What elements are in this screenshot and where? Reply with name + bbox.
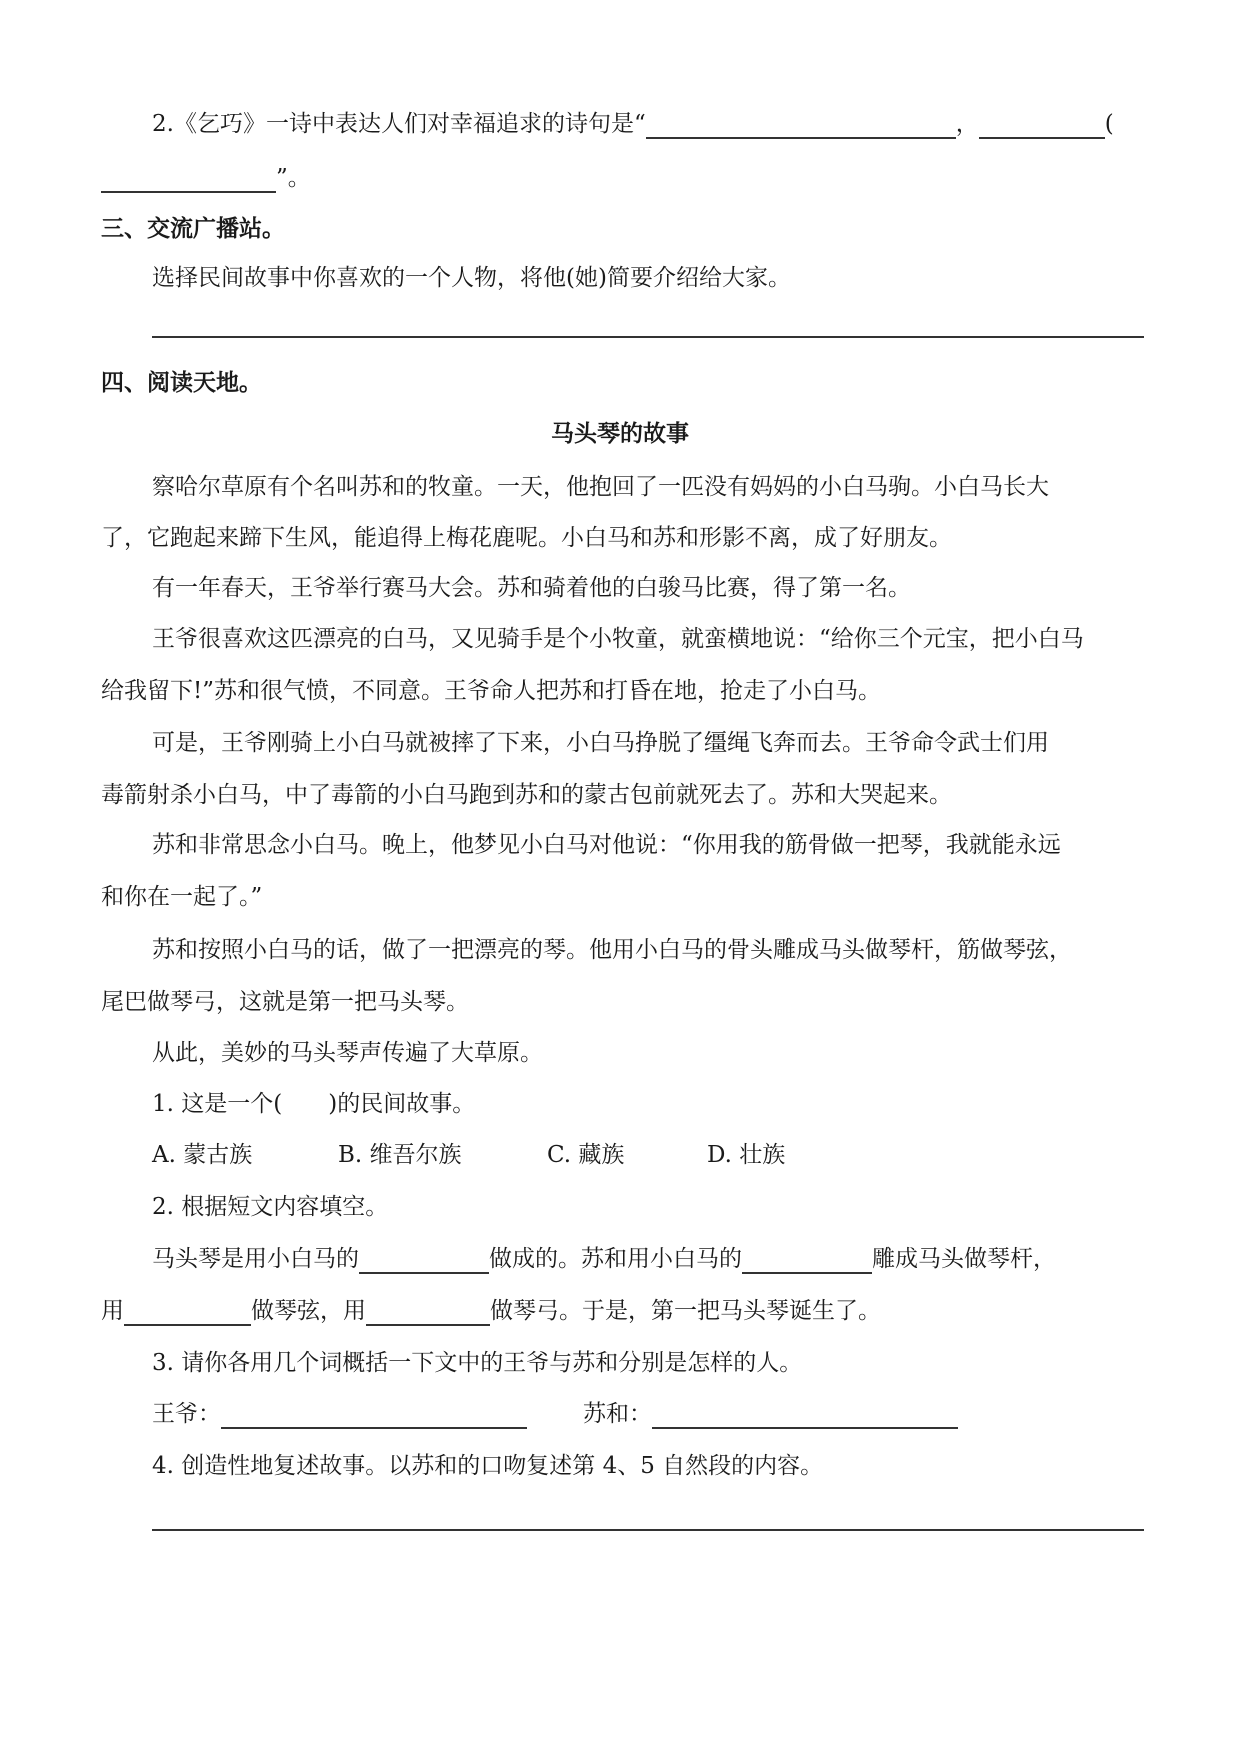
answer-line[interactable]	[152, 336, 1144, 338]
answer-blank[interactable]	[359, 1248, 489, 1274]
question-2	[152, 109, 1114, 139]
q3-answers	[152, 1399, 958, 1429]
option-a[interactable]: A. 蒙古族	[152, 1142, 253, 1168]
story-line: 给我留下!”苏和很气愤，不同意。王爷命人把苏和打昏在地，抢走了小白马。	[101, 678, 882, 704]
story-line: 毒箭射杀小白马，中了毒箭的小白马跑到苏和的蒙古包前就死去了。苏和大哭起来。	[101, 782, 952, 808]
story-line: 从此，美妙的马头琴声传遍了大草原。	[152, 1040, 543, 1066]
answer-blank[interactable]	[742, 1248, 872, 1274]
quote-end: ”。	[276, 165, 311, 191]
section-3-heading: 三、交流广播站。	[101, 216, 285, 242]
answer-blank[interactable]	[652, 1403, 958, 1429]
answer-blank[interactable]	[979, 113, 1105, 139]
section-4-heading: 四、阅读天地。	[101, 370, 262, 396]
story-line: 王爷很喜欢这匹漂亮的白马，又见骑手是个小牧童，就蛮横地说：“给你三个元宝，把小白马	[152, 626, 1084, 652]
comma: ，	[955, 111, 979, 137]
label-wangye: 王爷：	[152, 1401, 221, 1427]
answer-line[interactable]	[152, 1529, 1144, 1531]
label-suhe: 苏和：	[583, 1401, 652, 1427]
answer-blank[interactable]	[101, 167, 276, 193]
text: 雕成马头做琴杆，	[872, 1246, 1056, 1272]
q2-line-2	[101, 1296, 881, 1326]
answer-blank[interactable]	[124, 1300, 251, 1326]
text: 马头琴是用小白马的	[152, 1246, 359, 1272]
text: 做成的。苏和用小白马的	[489, 1246, 742, 1272]
q3-text: 3. 请你各用几个词概括一下文中的王爷与苏和分别是怎样的人。	[152, 1350, 803, 1376]
option-c[interactable]: C. 藏族	[547, 1142, 625, 1168]
story-line: 察哈尔草原有个名叫苏和的牧童。一天，他抱回了一匹没有妈妈的小白马驹。小白马长大	[152, 474, 1049, 500]
q2-line-1	[152, 1244, 1056, 1274]
q1-text: 1. 这是一个( )的民间故事。	[152, 1091, 476, 1117]
text: 做琴弓。于是，第一把马头琴诞生了。	[490, 1298, 881, 1324]
q4-text: 4. 创造性地复述故事。以苏和的口吻复述第 4、5 自然段的内容。	[152, 1453, 824, 1479]
story-line: 和你在一起了。”	[101, 884, 263, 910]
paren: (	[1104, 111, 1114, 137]
story-line: 了，它跑起来蹄下生风，能追得上梅花鹿呢。小白马和苏和形影不离，成了好朋友。	[101, 525, 952, 551]
story-line: 可是，王爷刚骑上小白马就被摔了下来，小白马挣脱了缰绳飞奔而去。王爷命令武士们用	[152, 730, 1049, 756]
answer-blank[interactable]	[221, 1403, 527, 1429]
text: 做琴弦，用	[251, 1298, 366, 1324]
question-2-cont	[101, 163, 311, 193]
story-line: 有一年春天，王爷举行赛马大会。苏和骑着他的白骏马比赛，得了第一名。	[152, 575, 911, 601]
section-3-prompt: 选择民间故事中你喜欢的一个人物，将他(她)简要介绍给大家。	[152, 265, 791, 291]
story-title: 马头琴的故事	[551, 420, 689, 447]
option-d[interactable]: D. 壮族	[707, 1142, 786, 1168]
answer-blank[interactable]	[646, 113, 956, 139]
text: 用	[101, 1298, 124, 1324]
question-text: 2.《乞巧》一诗中表达人们对幸福追求的诗句是“	[152, 111, 646, 137]
story-line: 苏和非常思念小白马。晚上，他梦见小白马对他说：“你用我的筋骨做一把琴，我就能永远	[152, 832, 1061, 858]
story-line: 尾巴做琴弓，这就是第一把马头琴。	[101, 989, 469, 1015]
story-line: 苏和按照小白马的话，做了一把漂亮的琴。他用小白马的骨头雕成马头做琴杆，筋做琴弦，	[152, 937, 1072, 963]
option-b[interactable]: B. 维吾尔族	[338, 1142, 462, 1168]
q2-text: 2. 根据短文内容填空。	[152, 1194, 389, 1220]
answer-blank[interactable]	[366, 1300, 490, 1326]
